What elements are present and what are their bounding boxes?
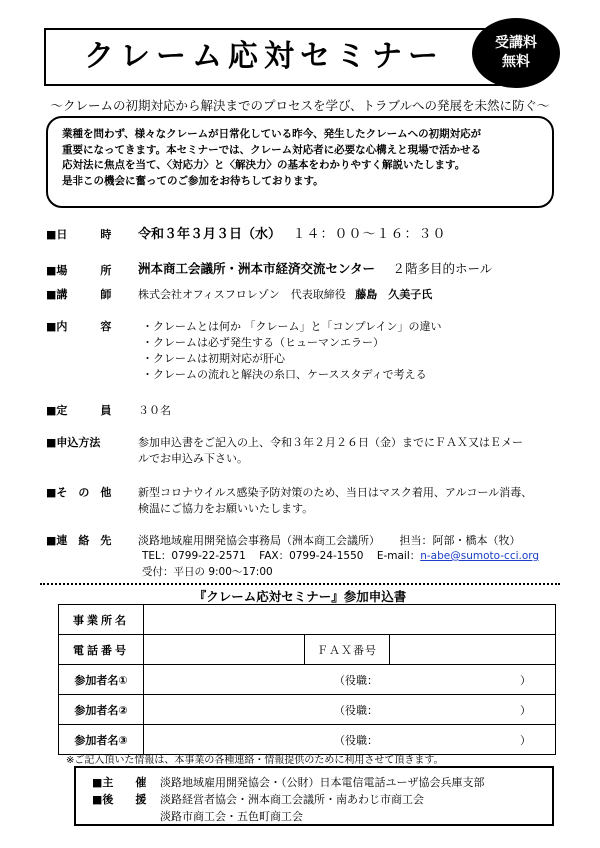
subtitle: ～クレームの初期対応から解決までのプロセスを学び、トラブルへの発展を未然に防ぐ～ bbox=[50, 98, 550, 113]
other-label: ■そ の 他 bbox=[46, 486, 112, 499]
application-form bbox=[58, 604, 556, 755]
role-close: ） bbox=[520, 673, 531, 687]
participant2-field[interactable] bbox=[144, 695, 556, 725]
contact-org: 淡路地域雇用開発協会事務局（洲本商工会議所） bbox=[138, 534, 380, 547]
lecturer-name: 藤島 久美子氏 bbox=[355, 288, 433, 301]
participant3-field[interactable] bbox=[144, 725, 556, 755]
free-badge bbox=[472, 18, 560, 88]
venue-label: ■場 所 bbox=[46, 264, 112, 277]
contact-person: 担当：阿部・橋本（牧） bbox=[399, 534, 521, 547]
lecturer-value: 株式会社オフィスフロレゾン 代表取締役 bbox=[138, 288, 346, 301]
intro-box bbox=[46, 116, 554, 208]
badge-line1: 受講料 bbox=[495, 35, 537, 51]
contact-fax: FAX：0799-24-1550 bbox=[259, 550, 364, 562]
role-open: （役職： bbox=[334, 703, 378, 717]
support-value: 淡路市商工会・五色町商工会 bbox=[160, 810, 303, 823]
form-row-participant bbox=[59, 725, 556, 755]
support-label: ■後 援 bbox=[92, 793, 147, 806]
intro-line: 重要になってきます。本セミナーでは、クレーム対応者に必要な心構えと現場で活かせる bbox=[62, 143, 482, 156]
lecturer-row bbox=[138, 286, 432, 302]
venue-room: ２階多目的ホール bbox=[392, 261, 493, 276]
participant2-label: 参加者名② bbox=[59, 695, 144, 725]
role-close: ） bbox=[520, 703, 531, 717]
lecturer-label: ■講 師 bbox=[46, 288, 112, 301]
date-label: ■日 時 bbox=[46, 228, 112, 241]
form-row-participant bbox=[59, 665, 556, 695]
cut-line bbox=[40, 583, 560, 585]
other-line: 検温にご協力をお願いいたします。 bbox=[138, 502, 314, 515]
contact-label: ■連 絡 先 bbox=[46, 534, 112, 547]
company-field[interactable] bbox=[144, 605, 556, 635]
form-row-company bbox=[59, 605, 556, 635]
participant1-field[interactable] bbox=[144, 665, 556, 695]
content-item: ・クレームの流れと解決の糸口、ケーススタディで考える bbox=[142, 368, 427, 381]
contact-hours: 受付：平日の 9:00～17:00 bbox=[142, 566, 273, 578]
phone-field[interactable] bbox=[144, 635, 305, 665]
form-row-participant bbox=[59, 695, 556, 725]
intro-line: 是非この機会に奮ってのご参加をお待ちしております。 bbox=[62, 174, 324, 187]
host-value: 淡路地域雇用開発協会・（公財）日本電信電話ユーザ協会兵庫支部 bbox=[160, 776, 485, 789]
date-value: 令和３年３月３日（水） bbox=[138, 227, 282, 242]
contact-numbers-row bbox=[142, 548, 539, 563]
contact-email-link[interactable]: n-abe@sumoto-cci.org bbox=[420, 550, 540, 562]
intro-line: 応対法に焦点を当て、〈対応力〉と〈解決力〉の基本をわかりやすく解説いたします。 bbox=[62, 159, 466, 171]
participant1-label: 参加者名① bbox=[59, 665, 144, 695]
content-label: ■内 容 bbox=[46, 320, 112, 333]
content-item: ・クレームとは何か 「クレーム」と「コンプレイン」の違い bbox=[142, 320, 442, 333]
fax-label: ＦＡＸ番号 bbox=[305, 635, 390, 665]
time-value: １４：００～１６：３０ bbox=[292, 227, 447, 242]
page-title: クレーム応対セミナー bbox=[84, 39, 444, 74]
company-label: 事業所名 bbox=[59, 605, 144, 635]
support-value: 淡路経営者協会・洲本商工会議所・南あわじ市商工会 bbox=[160, 793, 424, 806]
intro-line: 業種を問わず、様々なクレームが日常化している昨今、発生したクレームへの初期対応が bbox=[62, 128, 482, 140]
date-row bbox=[138, 223, 447, 242]
content-item: ・クレームは初期対応が肝心 bbox=[142, 352, 285, 365]
role-open: （役職： bbox=[334, 733, 378, 747]
form-title: 『クレーム応対セミナー』参加申込書 bbox=[193, 589, 407, 604]
other-line: 新型コロナウイルス感染予防対策のため、当日はマスク着用、アルコール消毒、 bbox=[138, 486, 533, 499]
phone-label: 電話番号 bbox=[59, 635, 144, 665]
capacity-value: ３０名 bbox=[138, 404, 171, 417]
badge-line2: 無料 bbox=[502, 54, 530, 70]
apply-line: 参加申込書をご記入の上、令和３年２月２６日（金）までにＦＡＸ又はＥメー bbox=[138, 436, 523, 449]
participant3-label: 参加者名③ bbox=[59, 725, 144, 755]
contact-org-row bbox=[138, 532, 521, 548]
form-row-phone bbox=[59, 635, 556, 665]
contact-tel: TEL：0799-22-2571 bbox=[142, 550, 246, 562]
fax-field[interactable] bbox=[390, 635, 556, 665]
capacity-label: ■定 員 bbox=[46, 404, 112, 417]
host-label: ■主 催 bbox=[92, 776, 147, 789]
content-item: ・クレームは必ず発生する（ヒューマンエラー） bbox=[142, 336, 384, 349]
privacy-note: ※ご記入頂いた情報は、本事業の各種連絡・情報提供のために利用させて頂きます。 bbox=[66, 755, 444, 766]
apply-label: ■申込方法 bbox=[46, 436, 101, 449]
apply-line: ルでお申込み下さい。 bbox=[138, 452, 248, 465]
contact-email-label: E-mail： bbox=[376, 550, 421, 562]
venue-row bbox=[138, 259, 492, 277]
role-open: （役職： bbox=[334, 673, 378, 687]
role-close: ） bbox=[520, 733, 531, 747]
venue-value: 洲本商工会議所・洲本市経済交流センター bbox=[138, 261, 376, 276]
